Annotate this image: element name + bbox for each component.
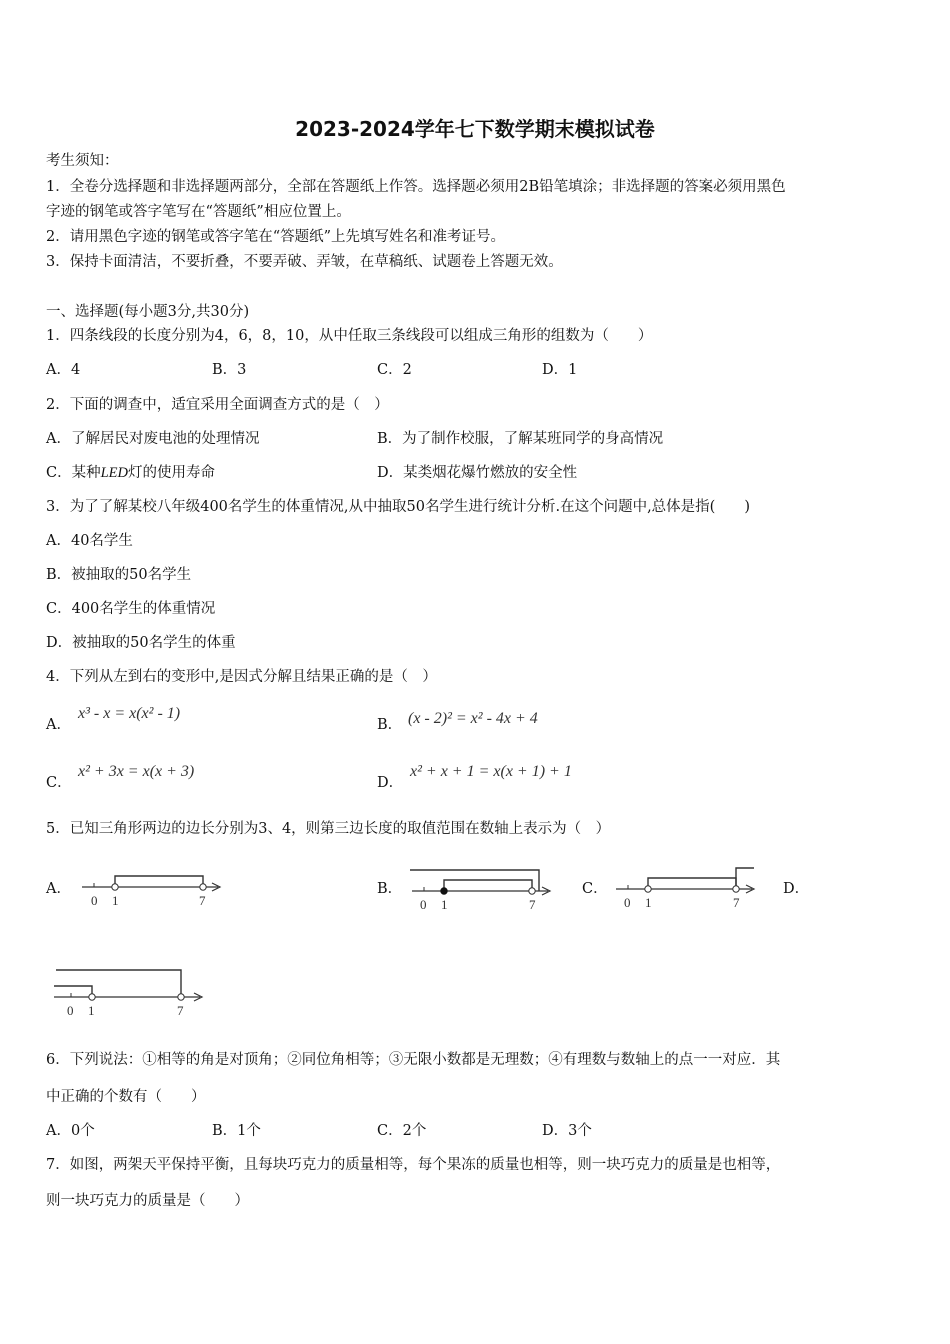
tick-label-0: 0 xyxy=(67,1003,74,1018)
q1-option-d: D．1 xyxy=(542,362,578,378)
question-3-stem: 3．为了了解某校八年级400名学生的体重情况,从中抽取50名学生进行统计分析.在这个问题中,总体是指( ) xyxy=(46,499,750,515)
q4-formula-b: (x - 2)² = x² - 4x + 4 xyxy=(408,710,538,727)
q4-label-a: A． xyxy=(46,717,71,733)
q3-option-d: D．被抽取的50名学生的体重 xyxy=(46,635,236,651)
tick-label-7: 7 xyxy=(529,897,536,912)
tick-label-0: 0 xyxy=(624,895,631,910)
q4-formula-d: x² + x + 1 = x(x + 1) + 1 xyxy=(410,763,572,780)
range-bracket-right xyxy=(444,880,532,891)
q4-label-b: B． xyxy=(377,717,403,733)
notice-item-2: 2．请用黑色字迹的钢笔或答字笔在“答题纸”上先填写姓名和准考证号。 xyxy=(46,229,506,245)
q1-option-c: C．2 xyxy=(377,362,412,378)
open-endpoint-1 xyxy=(89,994,95,1000)
number-line-d xyxy=(52,962,212,1022)
tick-label-7: 7 xyxy=(177,1003,184,1018)
number-line-a xyxy=(78,862,228,912)
q6-option-c: C．2个 xyxy=(377,1123,427,1139)
q5-label-b: B． xyxy=(377,881,403,897)
question-7-stem: 7．如图，两架天平保持平衡，且每块巧克力的质量相等，每个果冻的质量也相等，则一块巧克力的质量是也相等， xyxy=(46,1157,781,1173)
range-bracket-right xyxy=(736,868,754,889)
notice-item-1: 1．全卷分选择题和非选择题两部分，全部在答题纸上作答。选择题必须用2B铅笔填涂；非选择题的答案必须用黑色 xyxy=(46,179,786,195)
q4-label-d: D． xyxy=(377,775,404,791)
tick-label-0: 0 xyxy=(420,897,427,912)
range-bracket-right xyxy=(56,970,181,997)
open-endpoint-1 xyxy=(645,886,651,892)
number-line-c xyxy=(612,862,762,912)
notice-heading: 考生须知： xyxy=(46,153,119,169)
q2-option-b: B．为了制作校服，了解某班同学的身高情况 xyxy=(377,431,664,447)
q6-option-b: B．1个 xyxy=(212,1123,261,1139)
open-endpoint-7 xyxy=(529,888,535,894)
q5-label-a: A． xyxy=(46,881,71,897)
q3-option-b: B．被抽取的50名学生 xyxy=(46,567,192,583)
q6-option-d: D．3个 xyxy=(542,1123,592,1139)
q3-option-c: C．400名学生的体重情况 xyxy=(46,601,216,617)
q6-option-a: A．0个 xyxy=(46,1123,95,1139)
range-bracket-left xyxy=(54,986,92,997)
q4-formula-a: x³ - x = x(x² - 1) xyxy=(78,705,181,722)
number-line-b xyxy=(408,862,558,912)
tick-label-7: 7 xyxy=(733,895,740,910)
tick-label-1: 1 xyxy=(441,897,448,912)
question-2-stem: 2．下面的调查中，适宜采用全面调查方式的是（ ） xyxy=(46,397,389,413)
open-endpoint-7 xyxy=(200,884,206,890)
q3-option-a: A．40名学生 xyxy=(46,533,133,549)
question-4-stem: 4．下列从左到右的变形中,是因式分解且结果正确的是（ ） xyxy=(46,669,437,685)
q5-label-c: C． xyxy=(582,881,608,897)
section-heading: 一、选择题(每小题3分,共30分) xyxy=(46,304,250,320)
open-endpoint-7 xyxy=(733,886,739,892)
notice-item-3: 3．保持卡面清洁，不要折叠，不要弄破、弄皱，在草稿纸、试题卷上答题无效。 xyxy=(46,254,563,270)
tick-label-1: 1 xyxy=(645,895,652,910)
question-6-stem-cont: 中正确的个数有（ ） xyxy=(46,1089,206,1105)
q4-label-c: C． xyxy=(46,775,72,791)
question-5-stem: 5．已知三角形两边的边长分别为3、4，则第三边长度的取值范围在数轴上表示为（ ） xyxy=(46,821,611,837)
question-7-stem-cont: 则一块巧克力的质量是（ ） xyxy=(46,1193,249,1209)
tick-label-1: 1 xyxy=(88,1003,95,1018)
open-endpoint-1 xyxy=(112,884,118,890)
q2-option-c: C．某种LED灯的使用寿命 xyxy=(46,465,216,481)
closed-endpoint-1 xyxy=(441,888,447,894)
page-title: 2023-2024学年七下数学期末模拟试卷 xyxy=(295,117,655,141)
tick-label-7: 7 xyxy=(199,893,206,908)
range-bracket xyxy=(648,878,736,889)
question-6-stem: 6．下列说法：①相等的角是对顶角；②同位角相等；③无限小数都是无理数；④有理数与数轴上的点一一对应．其 xyxy=(46,1052,781,1068)
q2-option-d: D．某类烟花爆竹燃放的安全性 xyxy=(377,465,578,481)
open-endpoint-7 xyxy=(178,994,184,1000)
q4-formula-c: x² + 3x = x(x + 3) xyxy=(78,763,195,780)
q5-label-d: D． xyxy=(783,881,810,897)
q1-option-a: A．4 xyxy=(46,362,81,378)
tick-label-1: 1 xyxy=(112,893,119,908)
notice-item-1-cont: 字迹的钢笔或答字笔写在“答题纸”相应位置上。 xyxy=(46,204,351,220)
question-1-stem: 1．四条线段的长度分别为4，6，8，10，从中任取三条线段可以组成三角形的组数为（ ） xyxy=(46,328,653,344)
q1-option-b: B．3 xyxy=(212,362,247,378)
range-bracket xyxy=(115,876,203,887)
q2-option-a: A．了解居民对废电池的处理情况 xyxy=(46,431,260,447)
tick-label-0: 0 xyxy=(91,893,98,908)
